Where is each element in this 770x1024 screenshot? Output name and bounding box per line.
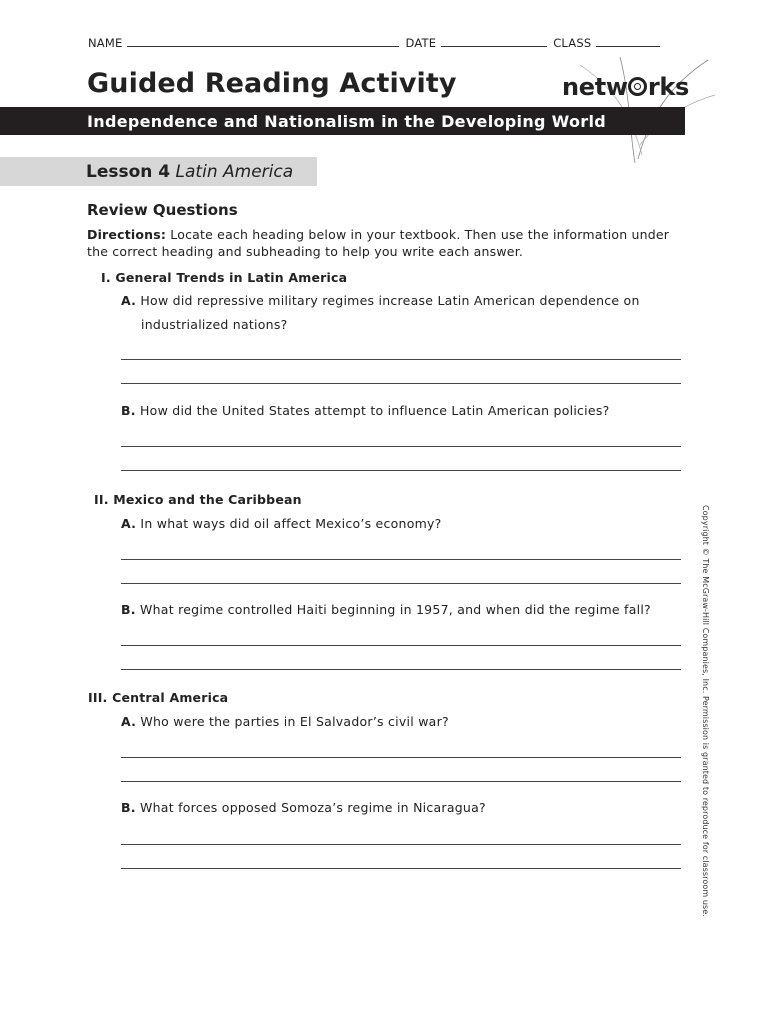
section-title: General Trends in Latin America xyxy=(115,270,348,285)
name-label: NAME xyxy=(88,36,123,50)
answer-line[interactable] xyxy=(121,446,681,447)
name-field[interactable] xyxy=(127,35,399,47)
section-numeral: II. xyxy=(94,492,109,507)
question-letter: A. xyxy=(121,516,137,531)
question-text: Who were the parties in El Salvador’s civil war? xyxy=(140,714,449,729)
answer-line[interactable] xyxy=(121,470,681,471)
class-label: CLASS xyxy=(553,36,592,50)
header-fields xyxy=(88,35,666,50)
question-letter: B. xyxy=(121,800,136,815)
section-heading xyxy=(101,270,347,285)
answer-line[interactable] xyxy=(121,757,681,758)
section-heading xyxy=(94,492,302,507)
lesson-heading xyxy=(86,162,293,182)
question-text: What forces opposed Somoza’s regime in Nicaragua? xyxy=(140,800,486,815)
section-title: Central America xyxy=(112,690,229,705)
question-text: In what ways did oil affect Mexico’s economy? xyxy=(140,516,442,531)
networks-logo xyxy=(562,73,689,101)
logo-text-end: rks xyxy=(647,73,689,101)
copyright-notice: Copyright © The McGraw-Hill Companies, Inc. Permission is granted to reproduce for classroom use. xyxy=(701,505,710,917)
answer-line[interactable] xyxy=(121,383,681,384)
question-letter: A. xyxy=(121,714,137,729)
date-label: DATE xyxy=(405,36,437,50)
answer-line[interactable] xyxy=(121,669,681,670)
question xyxy=(121,598,681,622)
answer-line[interactable] xyxy=(121,844,681,845)
chapter-title: Independence and Nationalism in the Developing World xyxy=(87,112,607,131)
class-field[interactable] xyxy=(596,35,660,47)
date-field[interactable] xyxy=(441,35,547,47)
directions-label: Directions: xyxy=(87,227,167,242)
answer-line[interactable] xyxy=(121,645,681,646)
directions-text: Locate each heading below in your textbook. Then use the information under the correct heading and subheading to help you write each answer. xyxy=(87,227,670,259)
question-text: What regime controlled Haiti beginning in 1957, and when did the regime fall? xyxy=(140,602,651,617)
question-letter: A. xyxy=(121,293,137,308)
section-title: Mexico and the Caribbean xyxy=(113,492,302,507)
question xyxy=(121,796,681,820)
answer-line[interactable] xyxy=(121,868,681,869)
question-letter: B. xyxy=(121,602,136,617)
directions xyxy=(87,227,677,260)
answer-line[interactable] xyxy=(121,559,681,560)
logo-text-start: netw xyxy=(562,73,628,101)
logo-o-icon xyxy=(628,77,647,96)
question xyxy=(121,710,681,734)
answer-line[interactable] xyxy=(121,359,681,360)
section-numeral: I. xyxy=(101,270,111,285)
question-text: How did the United States attempt to influence Latin American policies? xyxy=(140,403,610,418)
question-continuation: industrialized nations? xyxy=(141,317,288,332)
page-title: Guided Reading Activity xyxy=(87,68,457,99)
question xyxy=(121,289,681,313)
section-heading xyxy=(88,690,228,705)
lesson-number: Lesson 4 xyxy=(86,162,171,182)
section-numeral: III. xyxy=(88,690,108,705)
answer-line[interactable] xyxy=(121,781,681,782)
lesson-topic: Latin America xyxy=(175,162,294,182)
answer-line[interactable] xyxy=(121,583,681,584)
question xyxy=(121,399,681,423)
question xyxy=(121,512,681,536)
review-heading: Review Questions xyxy=(87,201,238,219)
question-text: How did repressive military regimes increase Latin American dependence on xyxy=(140,293,640,308)
question-letter: B. xyxy=(121,403,136,418)
